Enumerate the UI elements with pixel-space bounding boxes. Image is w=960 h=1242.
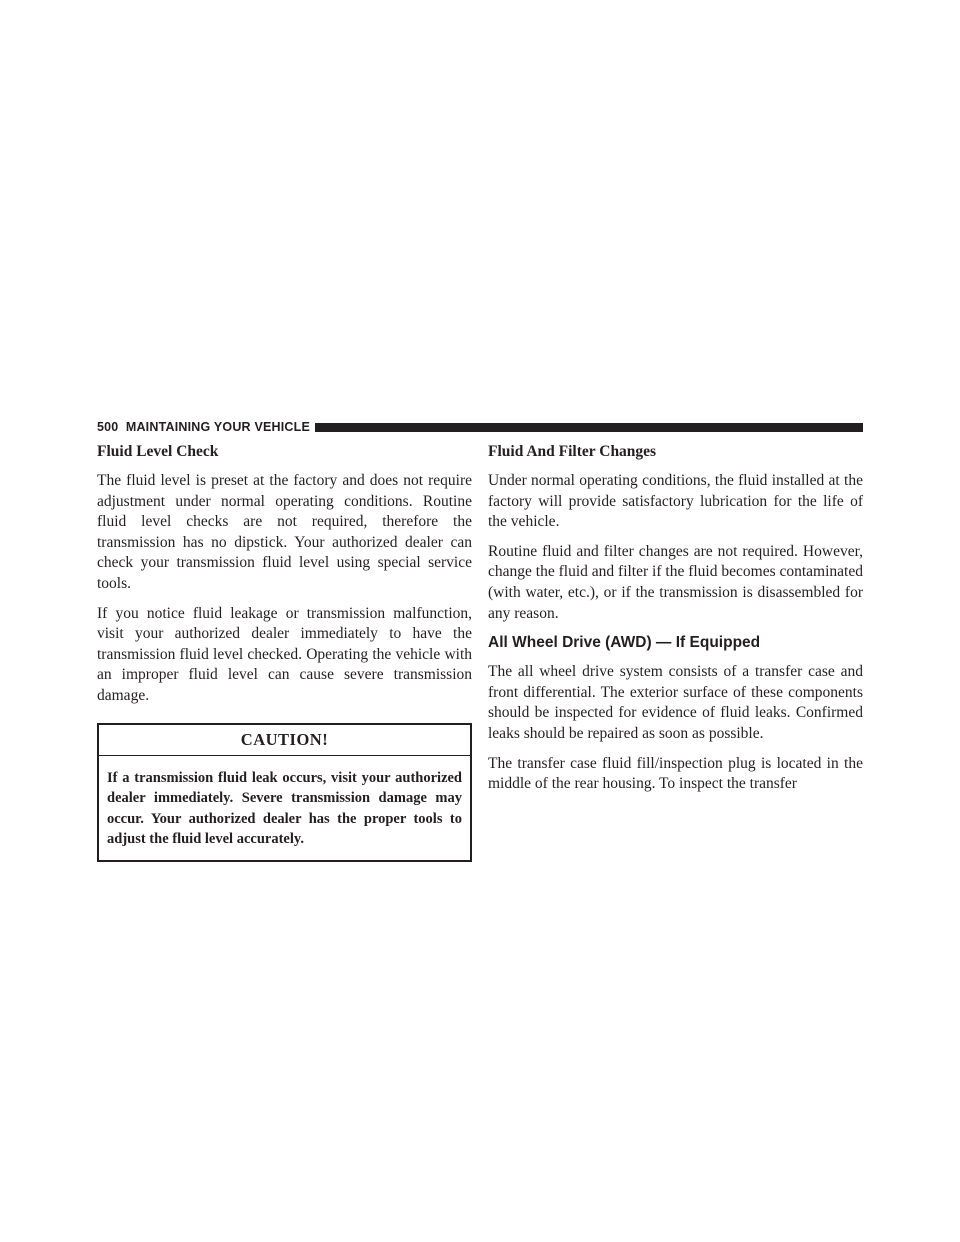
paragraph: The all wheel drive system consists of a transfer case and front differential. The exterior surface of these components should be inspected for evidence of fluid leaks. Confirmed leaks should be repaired as soon as possible.: [488, 663, 863, 742]
page-header-text: [97, 420, 310, 434]
right-column: [488, 442, 863, 804]
caution-box: [97, 723, 472, 862]
caution-text: If a transmission fluid leak occurs, visit your authorized dealer immediately. Severe transmission damage may occur. Your authorized dealer has the proper tools to adjust the fluid level accurately.: [107, 769, 462, 848]
paragraph: The transfer case fluid fill/inspection plug is located in the middle of the rear housing. To inspect the transfer: [488, 754, 863, 793]
paragraph: Under normal operating conditions, the fluid installed at the factory will provide satisfactory lubrication for the life of the vehicle.: [488, 472, 863, 531]
header-rule: [315, 423, 863, 432]
page-header: [97, 418, 863, 436]
left-column: [97, 442, 472, 862]
paragraph: Routine fluid and filter changes are not required. However, change the fluid and filter if the fluid becomes contaminated (with water, etc.), or if the transmission is disassembled for any reason.: [488, 542, 863, 622]
awd-heading: All Wheel Drive (AWD) — If Equipped: [488, 634, 761, 652]
paragraph: If you notice fluid leakage or transmission malfunction, visit your authorized dealer immediately to have the transmission fluid level checked. Operating the vehicle with an improper fluid level can cause severe transmission damage.: [97, 604, 472, 704]
page-number: 500: [97, 420, 119, 434]
caution-title: CAUTION!: [99, 725, 470, 756]
paragraph: The fluid level is preset at the factory and does not require adjustment under normal operating conditions. Routine fluid level checks are not required, therefore the transmission has no dipstick. Your authorized dealer can check your transmission fluid level using special service tools.: [97, 472, 472, 592]
section-title: MAINTAINING YOUR VEHICLE: [125, 420, 311, 434]
fluid-filter-changes-heading: Fluid And Filter Changes: [488, 443, 657, 460]
fluid-level-check-heading: Fluid Level Check: [97, 443, 219, 460]
